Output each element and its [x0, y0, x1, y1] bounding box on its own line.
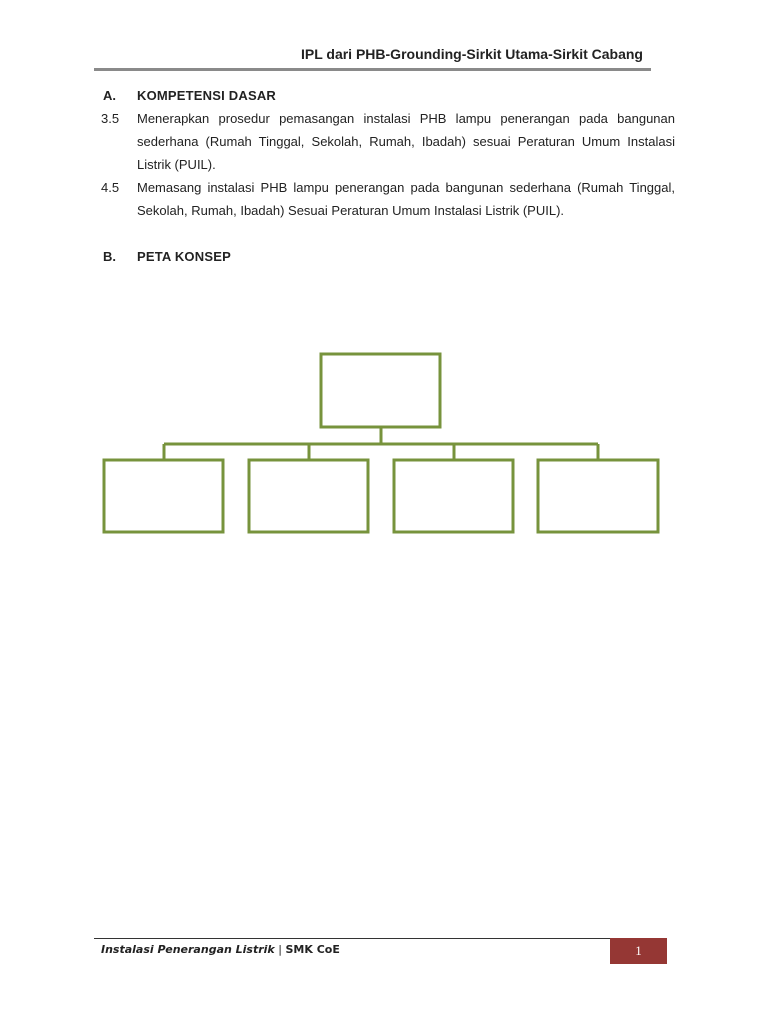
concept-child-box-4	[538, 460, 658, 532]
section-a-label: A.	[103, 88, 116, 103]
item-3-5-text: Menerapkan prosedur pemasangan instalasi PHB lampu penerangan pada bangunan sederhana (Rumah Tinggal, Sekolah, Rumah, Ibadah) sesuai Peraturan Umum Instalasi Listrik (PUIL).	[137, 111, 675, 172]
page-number-badge: 1	[610, 938, 667, 964]
concept-child-box-3	[394, 460, 513, 532]
concept-child-box-1	[104, 460, 223, 532]
concept-child-box-2	[249, 460, 368, 532]
footer-separator: |	[278, 943, 282, 956]
running-header-title: IPL dari PHB-Grounding-Sirkit Utama-Sirkit Cabang	[300, 46, 643, 62]
section-a-title: KOMPETENSI DASAR	[137, 88, 276, 103]
section-b-title: PETA KONSEP	[137, 249, 231, 264]
footer-divider	[94, 938, 612, 939]
footer-label	[101, 943, 340, 956]
item-3-5-number: 3.5	[101, 111, 120, 126]
section-b-label: B.	[103, 249, 116, 264]
item-4-5-text: Memasang instalasi PHB lampu penerangan pada bangunan sederhana (Rumah Tinggal, Sekolah, Rumah, Ibadah) Sesuai Peraturan Umum Instalasi Listrik (PUIL).	[137, 180, 675, 218]
footer-brand: Instalasi Penerangan Listrik	[101, 943, 275, 956]
item-4-5-number: 4.5	[101, 180, 120, 195]
footer-school: SMK CoE	[285, 943, 340, 956]
concept-root-box	[321, 354, 440, 427]
